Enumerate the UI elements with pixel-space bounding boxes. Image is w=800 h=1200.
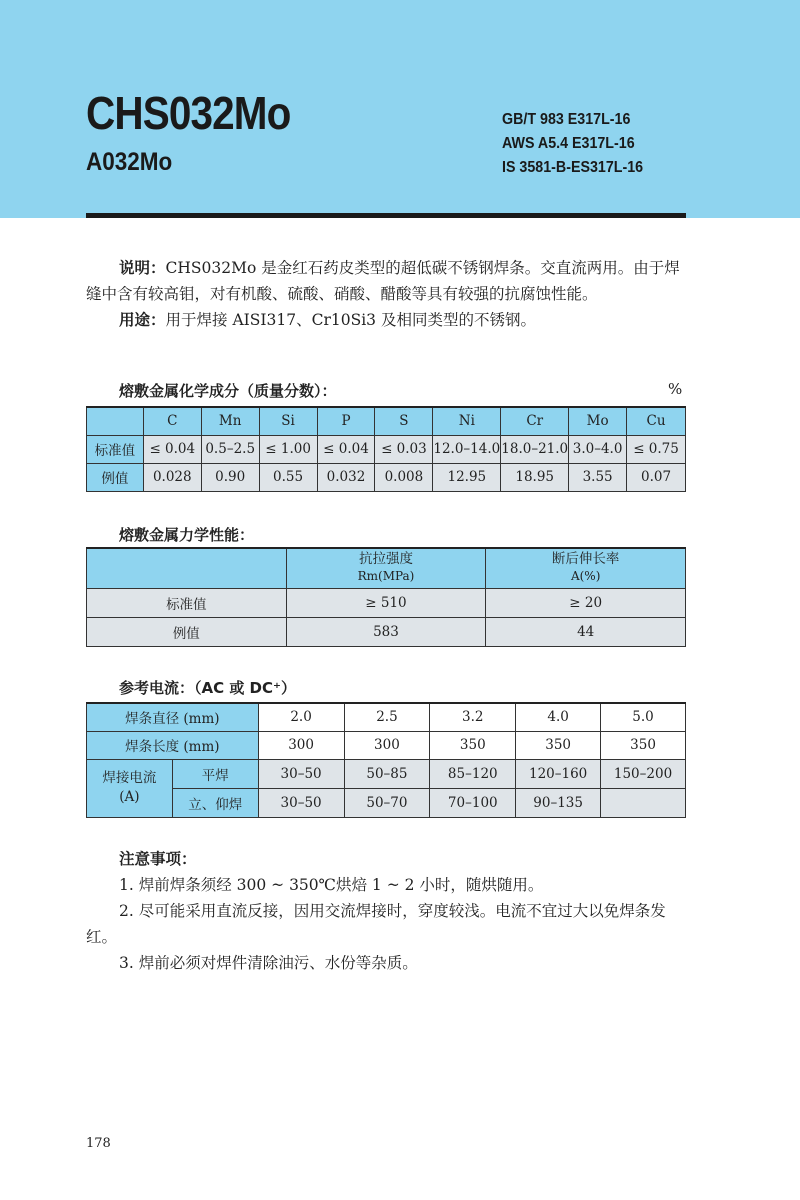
current-table bbox=[86, 702, 686, 818]
description-text: CHS032Mo 是金红石药皮类型的超低碳不锈钢焊条。交直流两用。由于焊缝中含有较高钼，对有机酸、硫酸、硝酸、醋酸等具有较强的抗腐蚀性能。 bbox=[86, 259, 680, 303]
chem-table bbox=[86, 406, 686, 492]
header-rule bbox=[86, 213, 686, 218]
diameter-label: 焊条直径 (mm) bbox=[87, 703, 259, 731]
chem-header-cell: S bbox=[375, 407, 433, 435]
chem-unit: % bbox=[668, 380, 683, 398]
tensile-unit: Rm(MPa) bbox=[357, 569, 415, 584]
page-number: 178 bbox=[86, 1136, 111, 1151]
standard-gb: GB/T 983 E317L-16 bbox=[502, 111, 631, 128]
page-subtitle: A032Mo bbox=[86, 148, 173, 176]
table-cell: 12.95 bbox=[433, 463, 501, 491]
vertical-label: 立、仰焊 bbox=[172, 788, 258, 817]
description-label: 说明： bbox=[119, 259, 166, 277]
tensile-label: 抗拉强度 bbox=[358, 551, 413, 568]
table-row bbox=[87, 731, 686, 759]
table-cell: ≤ 0.04 bbox=[143, 435, 201, 463]
current-label-text: 焊接电流 bbox=[102, 770, 157, 786]
current-title: 参考电流：（AC 或 DC⁺） bbox=[119, 679, 296, 697]
page-title: CHS032Mo bbox=[86, 87, 291, 139]
note-item: 2. 尽可能采用直流反接，因用交流焊接时，穿度较浅。电流不宜过大以免焊条发红。 bbox=[86, 902, 666, 946]
standard-aws: AWS A5.4 E317L-16 bbox=[502, 135, 635, 152]
chem-header-cell bbox=[87, 407, 144, 435]
notes-title: 注意事项： bbox=[119, 850, 197, 868]
table-cell: 300 bbox=[258, 731, 344, 759]
row-label: 标准值 bbox=[87, 435, 144, 463]
table-cell: 50–70 bbox=[344, 788, 430, 817]
row-label: 标准值 bbox=[87, 588, 287, 617]
mech-title: 熔敷金属力学性能： bbox=[119, 526, 255, 544]
elongation-label: 断后伸长率 bbox=[551, 551, 620, 568]
row-label: 例值 bbox=[87, 617, 287, 646]
chem-header-cell: Cu bbox=[627, 407, 686, 435]
table-cell: ≤ 0.03 bbox=[375, 435, 433, 463]
table-cell: 5.0 bbox=[601, 703, 686, 731]
table-cell: 583 bbox=[286, 617, 486, 646]
table-cell: ≥ 20 bbox=[486, 588, 686, 617]
table-cell: 18.0–21.0 bbox=[501, 435, 569, 463]
chem-header-cell: C bbox=[143, 407, 201, 435]
chem-header-cell: Ni bbox=[433, 407, 501, 435]
table-row bbox=[87, 759, 686, 788]
table-cell: 350 bbox=[516, 731, 601, 759]
table-cell: 0.008 bbox=[375, 463, 433, 491]
table-row bbox=[87, 617, 686, 646]
table-cell: 0.5–2.5 bbox=[201, 435, 259, 463]
table-cell: 30–50 bbox=[258, 759, 344, 788]
table-cell: 2.0 bbox=[258, 703, 344, 731]
table-cell: 0.55 bbox=[259, 463, 317, 491]
table-cell: 3.55 bbox=[569, 463, 627, 491]
table-cell: 30–50 bbox=[258, 788, 344, 817]
table-cell: 150–200 bbox=[601, 759, 686, 788]
flat-label: 平焊 bbox=[172, 759, 258, 788]
table-cell: 90–135 bbox=[516, 788, 601, 817]
chem-header-cell: Si bbox=[259, 407, 317, 435]
chem-header-cell: P bbox=[317, 407, 375, 435]
table-cell: 350 bbox=[430, 731, 516, 759]
mech-table bbox=[86, 547, 686, 647]
length-label: 焊条长度 (mm) bbox=[87, 731, 259, 759]
chem-header-cell: Cr bbox=[501, 407, 569, 435]
table-row bbox=[87, 788, 686, 817]
table-cell: 3.0–4.0 bbox=[569, 435, 627, 463]
table-cell: 2.5 bbox=[344, 703, 430, 731]
table-cell: 0.90 bbox=[201, 463, 259, 491]
table-cell: ≥ 510 bbox=[286, 588, 486, 617]
current-label bbox=[87, 759, 173, 817]
table-row bbox=[87, 435, 686, 463]
table-row bbox=[87, 463, 686, 491]
row-label: 例值 bbox=[87, 463, 144, 491]
table-cell: 4.0 bbox=[516, 703, 601, 731]
elongation-unit: A(%) bbox=[570, 569, 601, 584]
table-cell: 0.028 bbox=[143, 463, 201, 491]
table-row bbox=[87, 703, 686, 731]
table-cell: 85–120 bbox=[430, 759, 516, 788]
table-cell: 18.95 bbox=[501, 463, 569, 491]
note-item: 3. 焊前必须对焊件清除油污、水份等杂质。 bbox=[119, 954, 418, 972]
table-cell: 70–100 bbox=[430, 788, 516, 817]
table-cell: 0.032 bbox=[317, 463, 375, 491]
chem-header-cell: Mo bbox=[569, 407, 627, 435]
chem-header-row bbox=[87, 407, 686, 435]
usage-text: 用于焊接 AISI317、Cr10Si3 及相同类型的不锈钢。 bbox=[165, 311, 536, 329]
table-row bbox=[87, 588, 686, 617]
description-paragraph bbox=[86, 255, 692, 307]
table-cell: ≤ 0.04 bbox=[317, 435, 375, 463]
description-block bbox=[86, 255, 692, 333]
mech-header-empty bbox=[87, 548, 287, 588]
standards-list bbox=[502, 108, 655, 180]
table-cell: ≤ 0.75 bbox=[627, 435, 686, 463]
note-item: 1. 焊前焊条须经 300 ~ 350℃烘焙 1 ~ 2 小时，随烘随用。 bbox=[119, 876, 544, 894]
table-cell: 350 bbox=[601, 731, 686, 759]
mech-header-row bbox=[87, 548, 686, 588]
mech-header-tensile bbox=[286, 548, 486, 588]
notes-block bbox=[86, 846, 696, 976]
table-cell: 3.2 bbox=[430, 703, 516, 731]
table-cell: ≤ 1.00 bbox=[259, 435, 317, 463]
table-cell bbox=[601, 788, 686, 817]
table-cell: 300 bbox=[344, 731, 430, 759]
chem-header-cell: Mn bbox=[201, 407, 259, 435]
table-cell: 50–85 bbox=[344, 759, 430, 788]
mech-header-elongation bbox=[486, 548, 686, 588]
usage-paragraph bbox=[86, 307, 692, 333]
table-cell: 44 bbox=[486, 617, 686, 646]
standard-is: IS 3581-B-ES317L-16 bbox=[502, 159, 644, 176]
table-cell: 120–160 bbox=[516, 759, 601, 788]
current-label-unit: (A) bbox=[119, 789, 140, 805]
table-cell: 0.07 bbox=[627, 463, 686, 491]
chem-title: 熔敷金属化学成分（质量分数）： bbox=[119, 382, 337, 400]
table-cell: 12.0–14.0 bbox=[433, 435, 501, 463]
usage-label: 用途： bbox=[119, 311, 166, 329]
